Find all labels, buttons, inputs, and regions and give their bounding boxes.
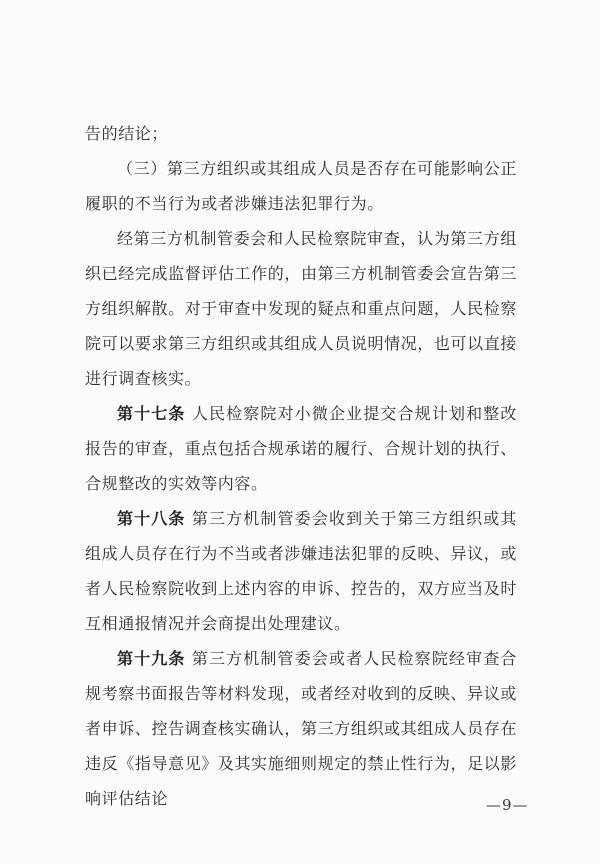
article-17-title: 第十七条 [117,404,186,423]
article-19-title: 第十九条 [117,649,186,668]
paragraph-item-three: （三）第三方组织或其组成人员是否存在可能影响公正履职的不当行为或者涉嫌违法犯罪行为。 [85,159,517,213]
article-19 [85,641,517,816]
page-number: —9— [486,796,529,814]
article-18-title: 第十八条 [117,509,186,528]
article-17 [85,396,517,501]
document-body [85,116,517,816]
article-18-text: 第三方机制管委会收到关于第三方组织或其组成人员存在行为不当或者涉嫌违法犯罪的反映、异议，或者人民检察院收到上述内容的申诉、控告的，双方应当及时互相通报情况并会商提出处理建议。 [85,509,517,633]
article-17-text: 人民检察院对小微企业提交合规计划和整改报告的审查，重点包括合规承诺的履行、合规计划的执行、合规整改的实效等内容。 [85,404,517,493]
article-19-text: 第三方机制管委会或者人民检察院经审查合规考察书面报告等材料发现，或者经对收到的反映、异议或者申诉、控告调查核实确认，第三方组织或其组成人员存在违反《指导意见》及其实施细则规定的禁止性行为，足以影响评估结论 [85,649,517,808]
paragraph-continuation: 告的结论； [85,124,169,143]
article-18 [85,501,517,641]
paragraph-review-conclusion: 经第三方机制管委会和人民检察院审查，认为第三方组织已经完成监督评估工作的，由第三方机制管委会宣告第三方组织解散。对于审查中发现的疑点和重点问题，人民检察院可以要求第三方组织或其组成人员说明情况，也可以直接进行调查核实。 [85,229,517,388]
